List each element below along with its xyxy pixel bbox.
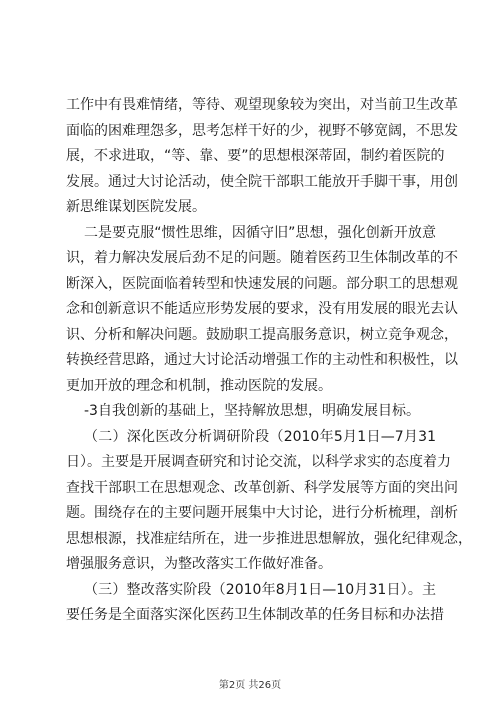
text-line: 展，不求进取，“等、靠、要”的思想根深蒂固，制约着医院的 [66,148,445,164]
text-line: 识、分析和解决问题。鼓励职工提高服务意识，树立竞争观念， [66,326,458,343]
text-line: 面临的困难理怨多，思考怎样干好的少，视野不够宽阔，不思发 [66,122,458,139]
section-heading-line: （三）整改落实阶段（2010年8月1日—10月31日）。主 [84,581,436,598]
text-line: 增强服务意识，为整改落实工作做好准备。 [66,556,332,572]
text-line: 念和创新意识不能适应形势发展的要求，没有用发展的眼光去认 [66,301,458,317]
text-line: 断深入，医院面临着转型和快速发展的问题。部分职工的思想观 [66,275,458,292]
text-line: 日）。主要是开展调查研究和讨论交流，以科学求实的态度着力 [66,454,451,470]
paragraph-start-line: -3自我创新的基础上，坚持解放思想，明确发展目标。 [84,403,420,419]
text-line: 发展。通过大讨论活动，使全院干部职工能放开手脚干事，用创 [66,173,458,190]
section-heading-line: （二）深化医改分析调研阶段（2010年5月1日—7月31 [84,428,436,445]
body-text [66,93,472,629]
text-line: 工作中有畏难情绪，等待、观望现象较为突出，对当前卫生改革 [66,97,458,113]
text-line: 题。围绕存在的主要问题开展集中大讨论，进行分析梳理，剖析 [66,505,458,521]
paragraph-start-line: 二是要克服“惯性思维，因循守旧”思想，强化创新开放意 [84,224,436,241]
text-line: 识，着力解决发展后劲不足的问题。随着医药卫生体制改革的不 [66,250,458,266]
page-footer [0,676,500,691]
text-line: 新思维谋划医院发展。 [66,199,206,215]
text-line: 转换经营思路，通过大讨论活动增强工作的主动性和积极性，以 [66,352,458,368]
text-line: 更加开放的理念和机制，推动医院的发展。 [66,377,332,394]
page-number: 第2页 共26页 [218,680,282,691]
text-line: 要任务是全面落实深化医药卫生体制改革的任务目标和办法措 [66,607,444,623]
text-line: 查找干部职工在思想观念、改革创新、科学发展等方面的突出问 [66,479,458,496]
text-line: 思想根源，找准症结所在，进一步推进思想解放，强化纪律观念， [66,530,472,547]
